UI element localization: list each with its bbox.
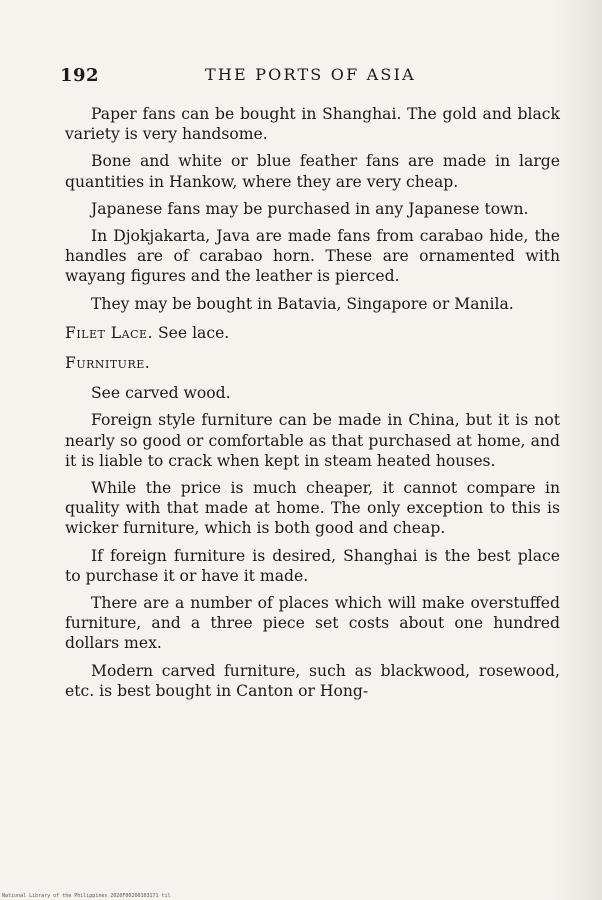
paragraph: In Djokjakarta, Java are made fans from carabao hide, the handles are of carabao horn. These are ornamented with wayang figures and the leather is pierced.	[65, 227, 560, 286]
running-title: THE PORTS OF ASIA	[205, 65, 416, 84]
paragraph: Bone and white or blue feather fans are made in large quantities in Hankow, where they are very cheap.	[65, 152, 560, 191]
paragraph: See carved wood.	[91, 384, 231, 403]
entry-heading: Filet Lace.	[65, 323, 153, 342]
running-head	[60, 65, 570, 91]
paragraph: There are a number of places which will make overstuffed furniture, and a three piece set costs about one hundred dollars mex.	[65, 594, 560, 653]
entry-heading: Furniture.	[65, 354, 151, 373]
paragraph: Japanese fans may be purchased in any Japanese town.	[91, 199, 529, 218]
entry-crossref: See lace.	[157, 323, 230, 342]
paragraph: While the price is much cheaper, it cannot compare in quality with that made at home. The only exception to this is wicker furniture, which is both good and cheap.	[65, 479, 560, 538]
filet-lace-entry	[65, 323, 560, 343]
paragraph: They may be bought in Batavia, Singapore or Manila.	[91, 294, 514, 313]
paragraph: If foreign furniture is desired, Shanghai is the best place to purchase it or have it made.	[65, 546, 560, 585]
body-text	[65, 104, 560, 708]
scan-credit: National Library of the Philippines 2020F00200103171 til	[2, 893, 171, 899]
paragraph: Modern carved furniture, such as blackwood, rosewood, etc. is best bought in Canton or Hong-	[65, 661, 560, 700]
paragraph: Paper fans can be bought in Shanghai. The gold and black variety is very handsome.	[65, 105, 560, 144]
furniture-entry	[65, 353, 560, 373]
page-number: 192	[60, 65, 100, 86]
paragraph: Foreign style furniture can be made in China, but it is not nearly so good or comfortable as that purchased at home, and it is liable to crack when kept in steam heated houses.	[65, 411, 560, 470]
